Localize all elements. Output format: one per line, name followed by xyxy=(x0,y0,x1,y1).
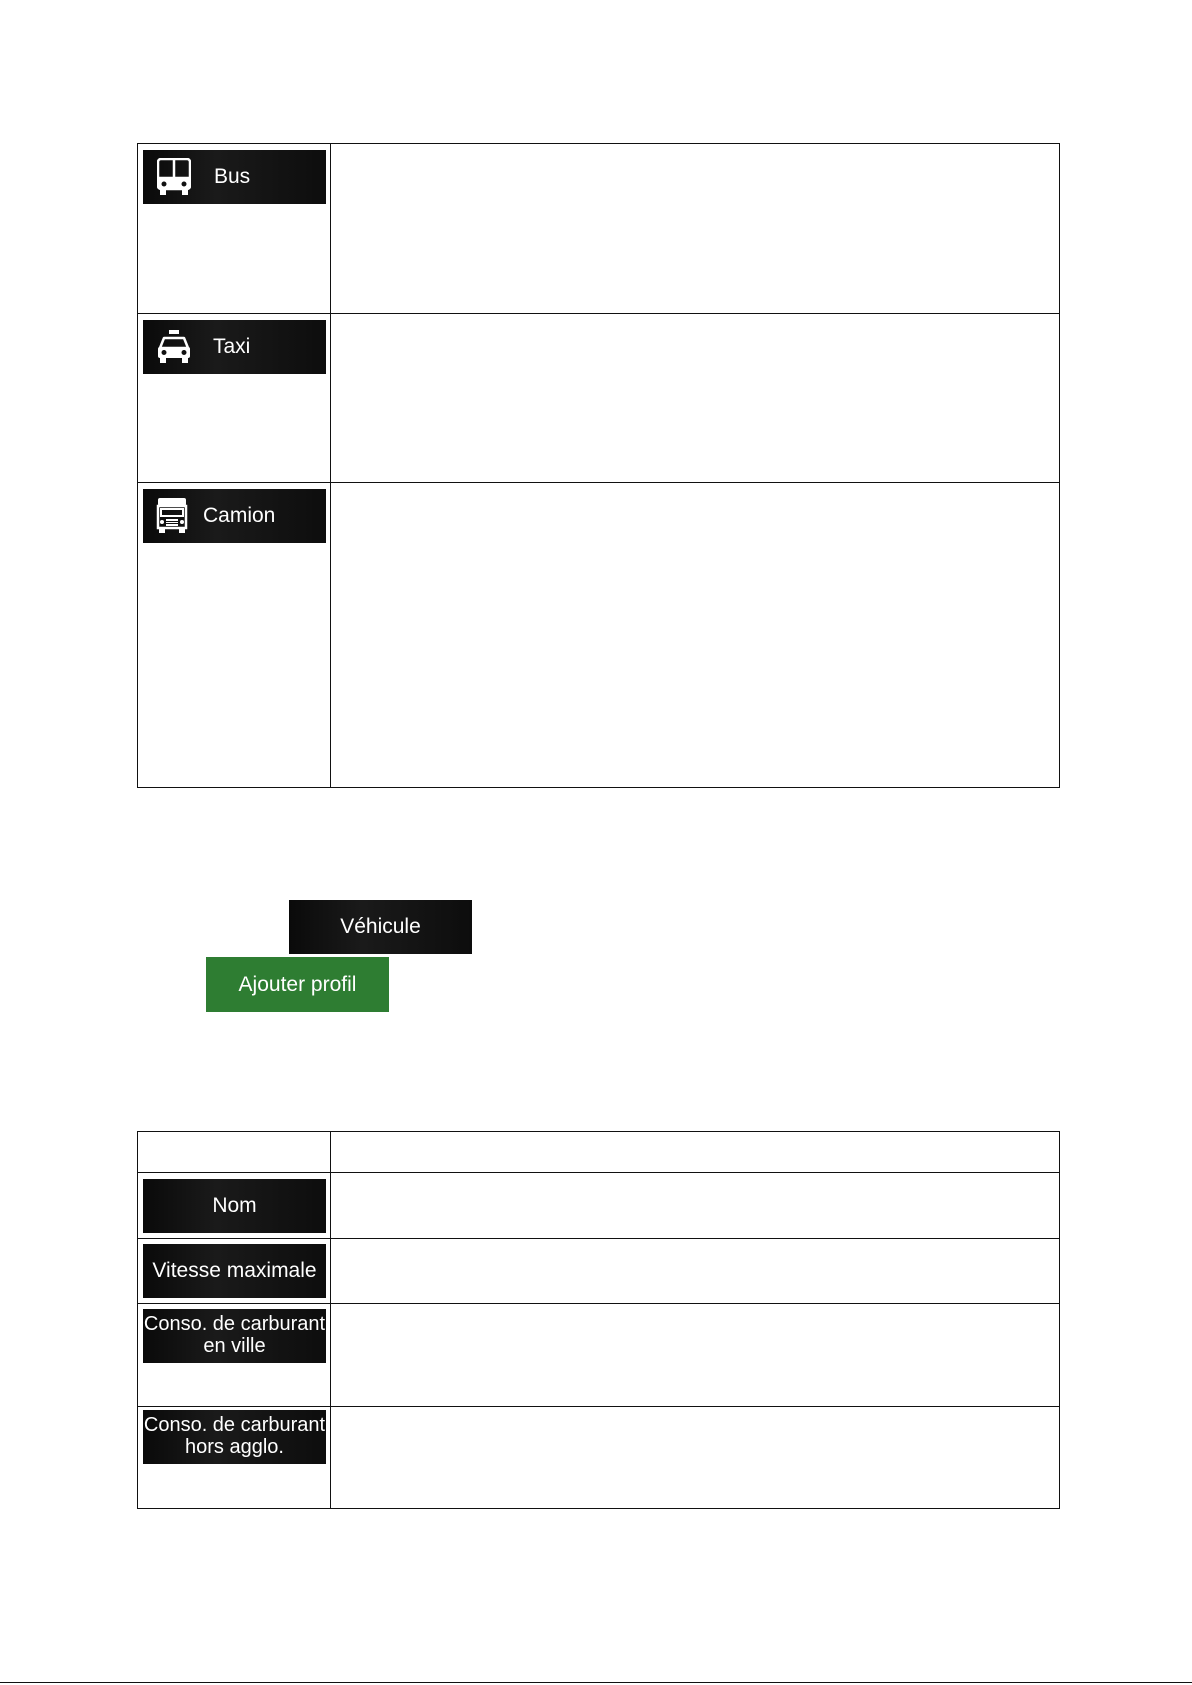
truck-button[interactable] xyxy=(143,489,326,543)
bus-label: Bus xyxy=(214,165,251,188)
page-bottom-rule xyxy=(0,1682,1192,1683)
name-button[interactable]: Nom xyxy=(143,1179,326,1233)
truck-label: Camion xyxy=(203,504,276,527)
bus-button[interactable] xyxy=(143,150,326,204)
table-row-bus xyxy=(138,144,1059,313)
table-row-truck xyxy=(138,482,1059,789)
taxi-label: Taxi xyxy=(213,335,251,358)
table-header-row xyxy=(138,1132,1059,1172)
taxi-button[interactable] xyxy=(143,320,326,374)
table-row-fuel-city xyxy=(138,1303,1059,1406)
table-row-taxi xyxy=(138,313,1059,482)
table-row-max-speed xyxy=(138,1238,1059,1303)
profile-settings-table xyxy=(137,1131,1060,1509)
max-speed-button[interactable]: Vitesse maximale xyxy=(143,1244,326,1298)
table-row-fuel-highway xyxy=(138,1406,1059,1510)
taxi-icon xyxy=(157,328,191,366)
fuel-city-button[interactable]: Conso. de carburant en ville xyxy=(143,1309,326,1363)
table-row-name xyxy=(138,1172,1059,1238)
vehicle-button[interactable]: Véhicule xyxy=(289,900,472,954)
truck-icon xyxy=(155,497,189,535)
bus-icon xyxy=(157,158,191,196)
vehicle-type-table xyxy=(137,143,1060,788)
add-profile-button[interactable]: Ajouter profil xyxy=(206,957,389,1012)
fuel-highway-button[interactable]: Conso. de carburant hors agglo. xyxy=(143,1410,326,1464)
